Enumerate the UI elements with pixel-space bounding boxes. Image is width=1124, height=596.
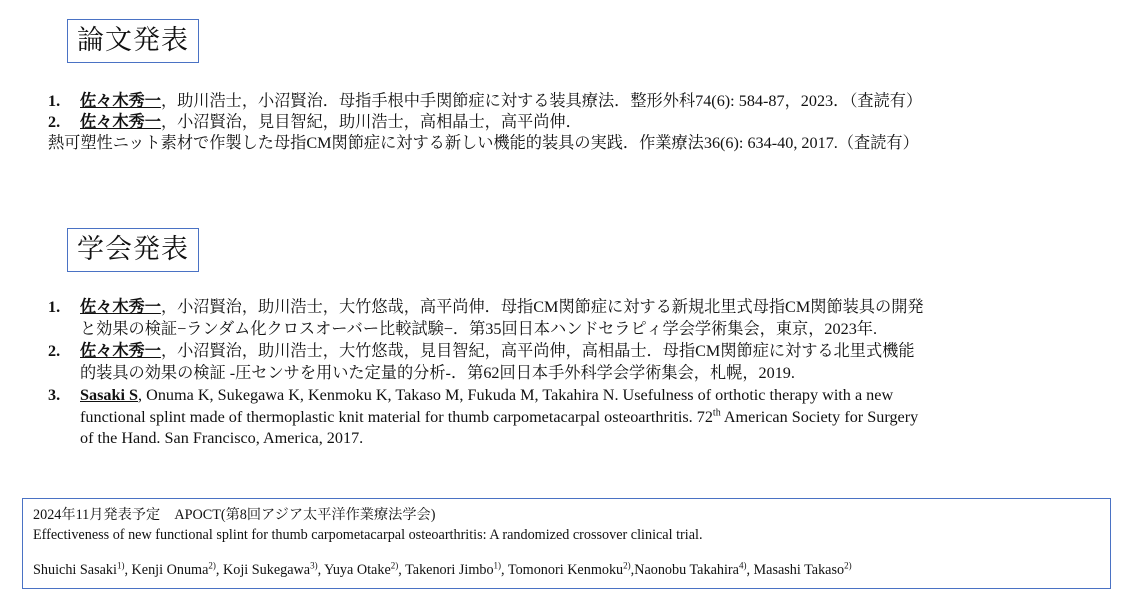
separator: , (215, 562, 223, 578)
author-name: Koji Sukegawa (222, 562, 311, 578)
separator: , (124, 562, 132, 578)
conference-item-3 (48, 385, 924, 450)
separator: , (630, 562, 635, 578)
citation-text-part: American Society for Surgery (720, 407, 919, 426)
main-author: 佐々木秀一 (80, 298, 161, 316)
author-name: Shuichi Sasaki (33, 562, 117, 578)
papers-list (48, 91, 922, 154)
notice-title: Effectiveness of new functional splint for thumb carpometacarpal osteoarthritis: A randomized crossover clinical trial. (33, 527, 703, 543)
main-author: 佐々木秀一 (80, 342, 161, 360)
citation-text: , Onuma K, Sukegawa K, Kenmoku K, Takaso M, Fukuda M, Takahira N. Usefulness of orthotic therapy with a new (138, 386, 894, 404)
list-number: 2. (48, 342, 61, 360)
notice-authors (33, 560, 1100, 580)
affiliation-marker: 3) (310, 560, 318, 571)
citation-text: ，助川浩士，小沼賢治．母指手根中手関節症に対する装具療法．整形外科74(6): 584-87，2023．（査読有） (160, 92, 923, 110)
affiliation-marker: 2) (390, 560, 399, 571)
separator: , (501, 562, 508, 578)
affiliation-marker: 1) (493, 560, 502, 571)
citation-text-continued: 熱可塑性ニット素材で作製した母指CM関節症に対する新しい機能的装具の実践．作業療法36(6): 634-40, 2017.（査読有） (48, 134, 919, 152)
affiliation-marker: 2) (844, 560, 852, 571)
citation-text-part: functional splint made of thermoplastic knit material for thumb carpometacarpal osteoarthritis. 72 (80, 407, 713, 426)
upcoming-presentation-box (22, 498, 1111, 589)
author-name: Masashi Takaso (753, 562, 845, 578)
conferences-heading: 学会発表 (67, 228, 199, 272)
list-number: 1. (48, 298, 61, 316)
conference-item-1 (48, 297, 924, 340)
affiliation-marker: 2) (623, 560, 631, 571)
main-author: 佐々木秀一 (80, 92, 161, 110)
papers-heading: 論文発表 (67, 19, 199, 63)
citation-text-continued (80, 407, 924, 429)
main-author: 佐々木秀一 (80, 113, 161, 131)
affiliation-marker: 1) (116, 560, 125, 571)
author-name: Yuya Otake (324, 562, 391, 578)
separator: , (398, 562, 406, 578)
list-number: 1. (48, 92, 61, 110)
list-number: 2. (48, 113, 61, 131)
citation-text-continued: 的装具の効果の検証 -圧センサを用いた定量的分析-．第62回日本手外科学会学術集会，札幌，2019. (80, 363, 795, 382)
separator: , (317, 562, 325, 578)
paper-item-2 (48, 112, 922, 154)
citation-text-continued: of the Hand. San Francisco, America, 2017. (80, 429, 364, 447)
citation-text: ，小沼賢治，助川浩士，大竹悠哉，見目智紀，高平尚伸，高相晶士．母指CM関節症に対する北里式機能 (160, 342, 915, 360)
conferences-list (48, 297, 924, 451)
citation-text: ，小沼賢治，助川浩士，大竹悠哉，高平尚伸．母指CM関節症に対する新規北里式母指CM関節装具の開発 (160, 298, 924, 316)
author-name: Naonobu Takahira (634, 562, 739, 578)
author-name: Takenori Jimbo (405, 562, 494, 578)
spacer (33, 545, 1100, 560)
citation-text: ，小沼賢治，見目智紀，助川浩士，高相晶士，高平尚伸． (160, 113, 582, 131)
author-name: Kenji Onuma (131, 562, 209, 578)
list-number: 3. (48, 386, 61, 404)
notice-header: 2024年11月発表予定 APOCT(第8回アジア太平洋作業療法学会) (33, 507, 436, 523)
citation-text-continued: と効果の検証−ランダム化クロスオーバー比較試験−．第35回日本ハンドセラピィ学会学術集会，東京，2023年. (80, 319, 878, 338)
ordinal-suffix: th (712, 407, 721, 419)
main-author: Sasaki S (80, 386, 139, 404)
affiliation-marker: 2) (208, 560, 216, 571)
affiliation-marker: 4) (738, 560, 747, 571)
author-name: Tomonori Kenmoku (507, 562, 624, 578)
paper-item-1 (48, 91, 922, 112)
separator: , (746, 562, 754, 578)
conference-item-2 (48, 341, 924, 384)
